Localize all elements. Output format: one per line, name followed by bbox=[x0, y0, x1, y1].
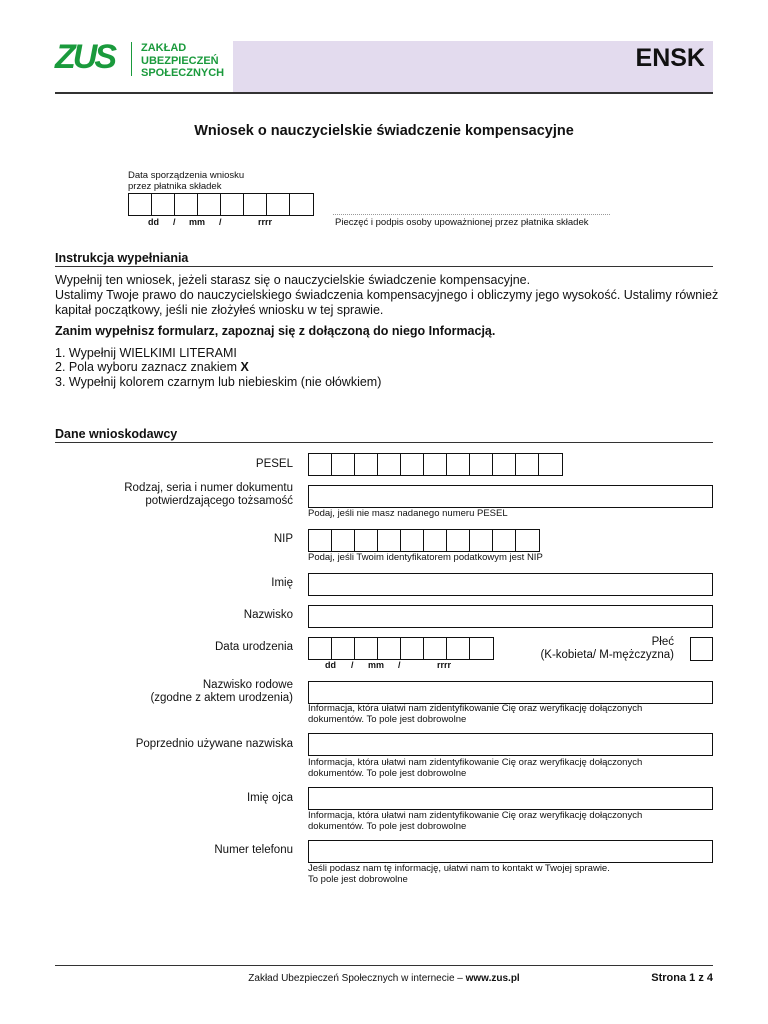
list-item: 1. Wypełnij WIELKIMI LITERAMI bbox=[55, 346, 237, 360]
father-name-label: Imię ojca bbox=[246, 792, 293, 804]
hint-line: Informacja, która ułatwi nam zidentyfikowanie Cię oraz weryfikację dołączonych bbox=[308, 703, 643, 714]
label-line: (K-kobieta/ M-mężczyzna) bbox=[540, 649, 674, 661]
previous-names-input[interactable] bbox=[308, 733, 713, 756]
document-label bbox=[124, 482, 293, 508]
applicant-heading: Dane wnioskodawcy bbox=[55, 427, 178, 441]
label-line: Płeć bbox=[651, 636, 674, 648]
sep: / bbox=[398, 660, 401, 670]
hint-line: Informacja, która ułatwi nam zidentyfikowanie Cię oraz weryfikację dołączonych bbox=[308, 757, 643, 768]
list-text: 2. Pola wyboru zaznacz znakiem bbox=[55, 360, 241, 374]
sep: / bbox=[351, 660, 354, 670]
hint-line: Jeśli podasz nam tę informację, ułatwi nam to kontakt w Twojej sprawie. bbox=[308, 863, 610, 874]
org-name bbox=[141, 42, 224, 80]
label-line: przez płatnika składek bbox=[128, 181, 222, 192]
nip-input[interactable] bbox=[308, 529, 540, 552]
footer-label: Zakład Ubezpieczeń Społecznych w internecie – bbox=[248, 973, 466, 984]
payer-date-input[interactable] bbox=[128, 193, 314, 216]
pesel-label: PESEL bbox=[255, 458, 293, 470]
previous-names-hint bbox=[308, 757, 642, 779]
phone-hint bbox=[308, 863, 610, 885]
label-line: (zgodne z aktem urodzenia) bbox=[150, 692, 293, 704]
maiden-name-hint bbox=[308, 703, 642, 725]
section-divider bbox=[55, 442, 713, 443]
pesel-input[interactable] bbox=[308, 453, 563, 476]
maiden-name-label bbox=[150, 679, 293, 705]
label-line: Nazwisko rodowe bbox=[202, 679, 293, 691]
sex-label bbox=[540, 636, 674, 662]
hint-line: dokumentów. To pole jest dobrowolne bbox=[308, 821, 467, 832]
org-line: SPOŁECZNYCH bbox=[141, 67, 225, 79]
previous-names-label: Poprzednio używane nazwiska bbox=[135, 738, 293, 750]
page-number: Strona 1 z 4 bbox=[651, 972, 713, 984]
dd-label: dd bbox=[325, 660, 336, 670]
yyyy-label: rrrr bbox=[437, 660, 452, 670]
phone-input[interactable] bbox=[308, 840, 713, 863]
instructions-text: Ustalimy Twoje prawo do nauczycielskiego świadczenia kompensacyjnego i obliczymy jego wysokość. Ustalimy również kapitał początkowy, jeśli nie złożyłeś wniosku w tej sprawie. bbox=[55, 288, 719, 317]
hint-line: To pole jest dobrowolne bbox=[308, 874, 408, 885]
last-name-input[interactable] bbox=[308, 605, 713, 628]
dd-label: dd bbox=[148, 217, 159, 227]
instructions-bold: Zanim wypełnisz formularz, zapoznaj się z dołączoną do niego Informacją. bbox=[55, 324, 496, 338]
document-input[interactable] bbox=[308, 485, 713, 508]
sep: / bbox=[219, 217, 222, 227]
list-item: 3. Wypełnij kolorem czarnym lub niebieskim (nie ołówkiem) bbox=[55, 375, 382, 389]
header-divider bbox=[55, 92, 713, 94]
hint-line: Informacja, która ułatwi nam zidentyfikowanie Cię oraz weryfikację dołączonych bbox=[308, 810, 643, 821]
document-hint: Podaj, jeśli nie masz nadanego numeru PESEL bbox=[308, 508, 508, 519]
mark: X bbox=[240, 360, 249, 374]
hint-line: dokumentów. To pole jest dobrowolne bbox=[308, 768, 467, 779]
nip-label: NIP bbox=[273, 533, 293, 545]
father-name-hint bbox=[308, 810, 642, 832]
label-line: Rodzaj, seria i numer dokumentu bbox=[124, 482, 293, 494]
mm-label: mm bbox=[368, 660, 385, 670]
form-code: ENSK bbox=[635, 44, 705, 72]
hint-line: dokumentów. To pole jest dobrowolne bbox=[308, 714, 467, 725]
zus-logo: ZUS bbox=[55, 38, 114, 76]
instructions-heading: Instrukcja wypełniania bbox=[55, 251, 189, 265]
org-line: ZAKŁAD bbox=[141, 42, 187, 54]
logo-divider bbox=[131, 42, 132, 76]
phone-label: Numer telefonu bbox=[214, 844, 293, 856]
label-line: Data sporządzenia wniosku bbox=[128, 170, 245, 181]
birth-date-input[interactable] bbox=[308, 637, 494, 660]
payer-date-label bbox=[128, 170, 244, 192]
last-name-label: Nazwisko bbox=[243, 609, 293, 621]
section-divider bbox=[55, 266, 713, 267]
first-name-input[interactable] bbox=[308, 573, 713, 596]
maiden-name-input[interactable] bbox=[308, 681, 713, 704]
signature-caption: Pieczęć i podpis osoby upoważnionej przez płatnika składek bbox=[335, 217, 589, 228]
label-line: potwierdzającego tożsamość bbox=[145, 495, 293, 507]
mm-label: mm bbox=[189, 217, 206, 227]
sex-input[interactable] bbox=[690, 637, 713, 661]
yyyy-label: rrrr bbox=[258, 217, 273, 227]
org-line: UBEZPIECZEŃ bbox=[141, 54, 219, 67]
instructions-text: Wypełnij ten wniosek, jeżeli starasz się o nauczycielskie świadczenie kompensacyjne. bbox=[55, 273, 531, 287]
birth-date-label: Data urodzenia bbox=[215, 641, 293, 653]
list-item bbox=[55, 360, 720, 375]
page-title: Wniosek o nauczycielskie świadczenie kompensacyjne bbox=[194, 123, 574, 139]
sep: / bbox=[173, 217, 176, 227]
signature-line bbox=[333, 214, 610, 215]
father-name-input[interactable] bbox=[308, 787, 713, 810]
nip-hint: Podaj, jeśli Twoim identyfikatorem podatkowym jest NIP bbox=[308, 552, 543, 563]
footer-link[interactable]: www.zus.pl bbox=[465, 973, 520, 984]
footer-divider bbox=[55, 965, 713, 966]
first-name-label: Imię bbox=[271, 577, 293, 589]
